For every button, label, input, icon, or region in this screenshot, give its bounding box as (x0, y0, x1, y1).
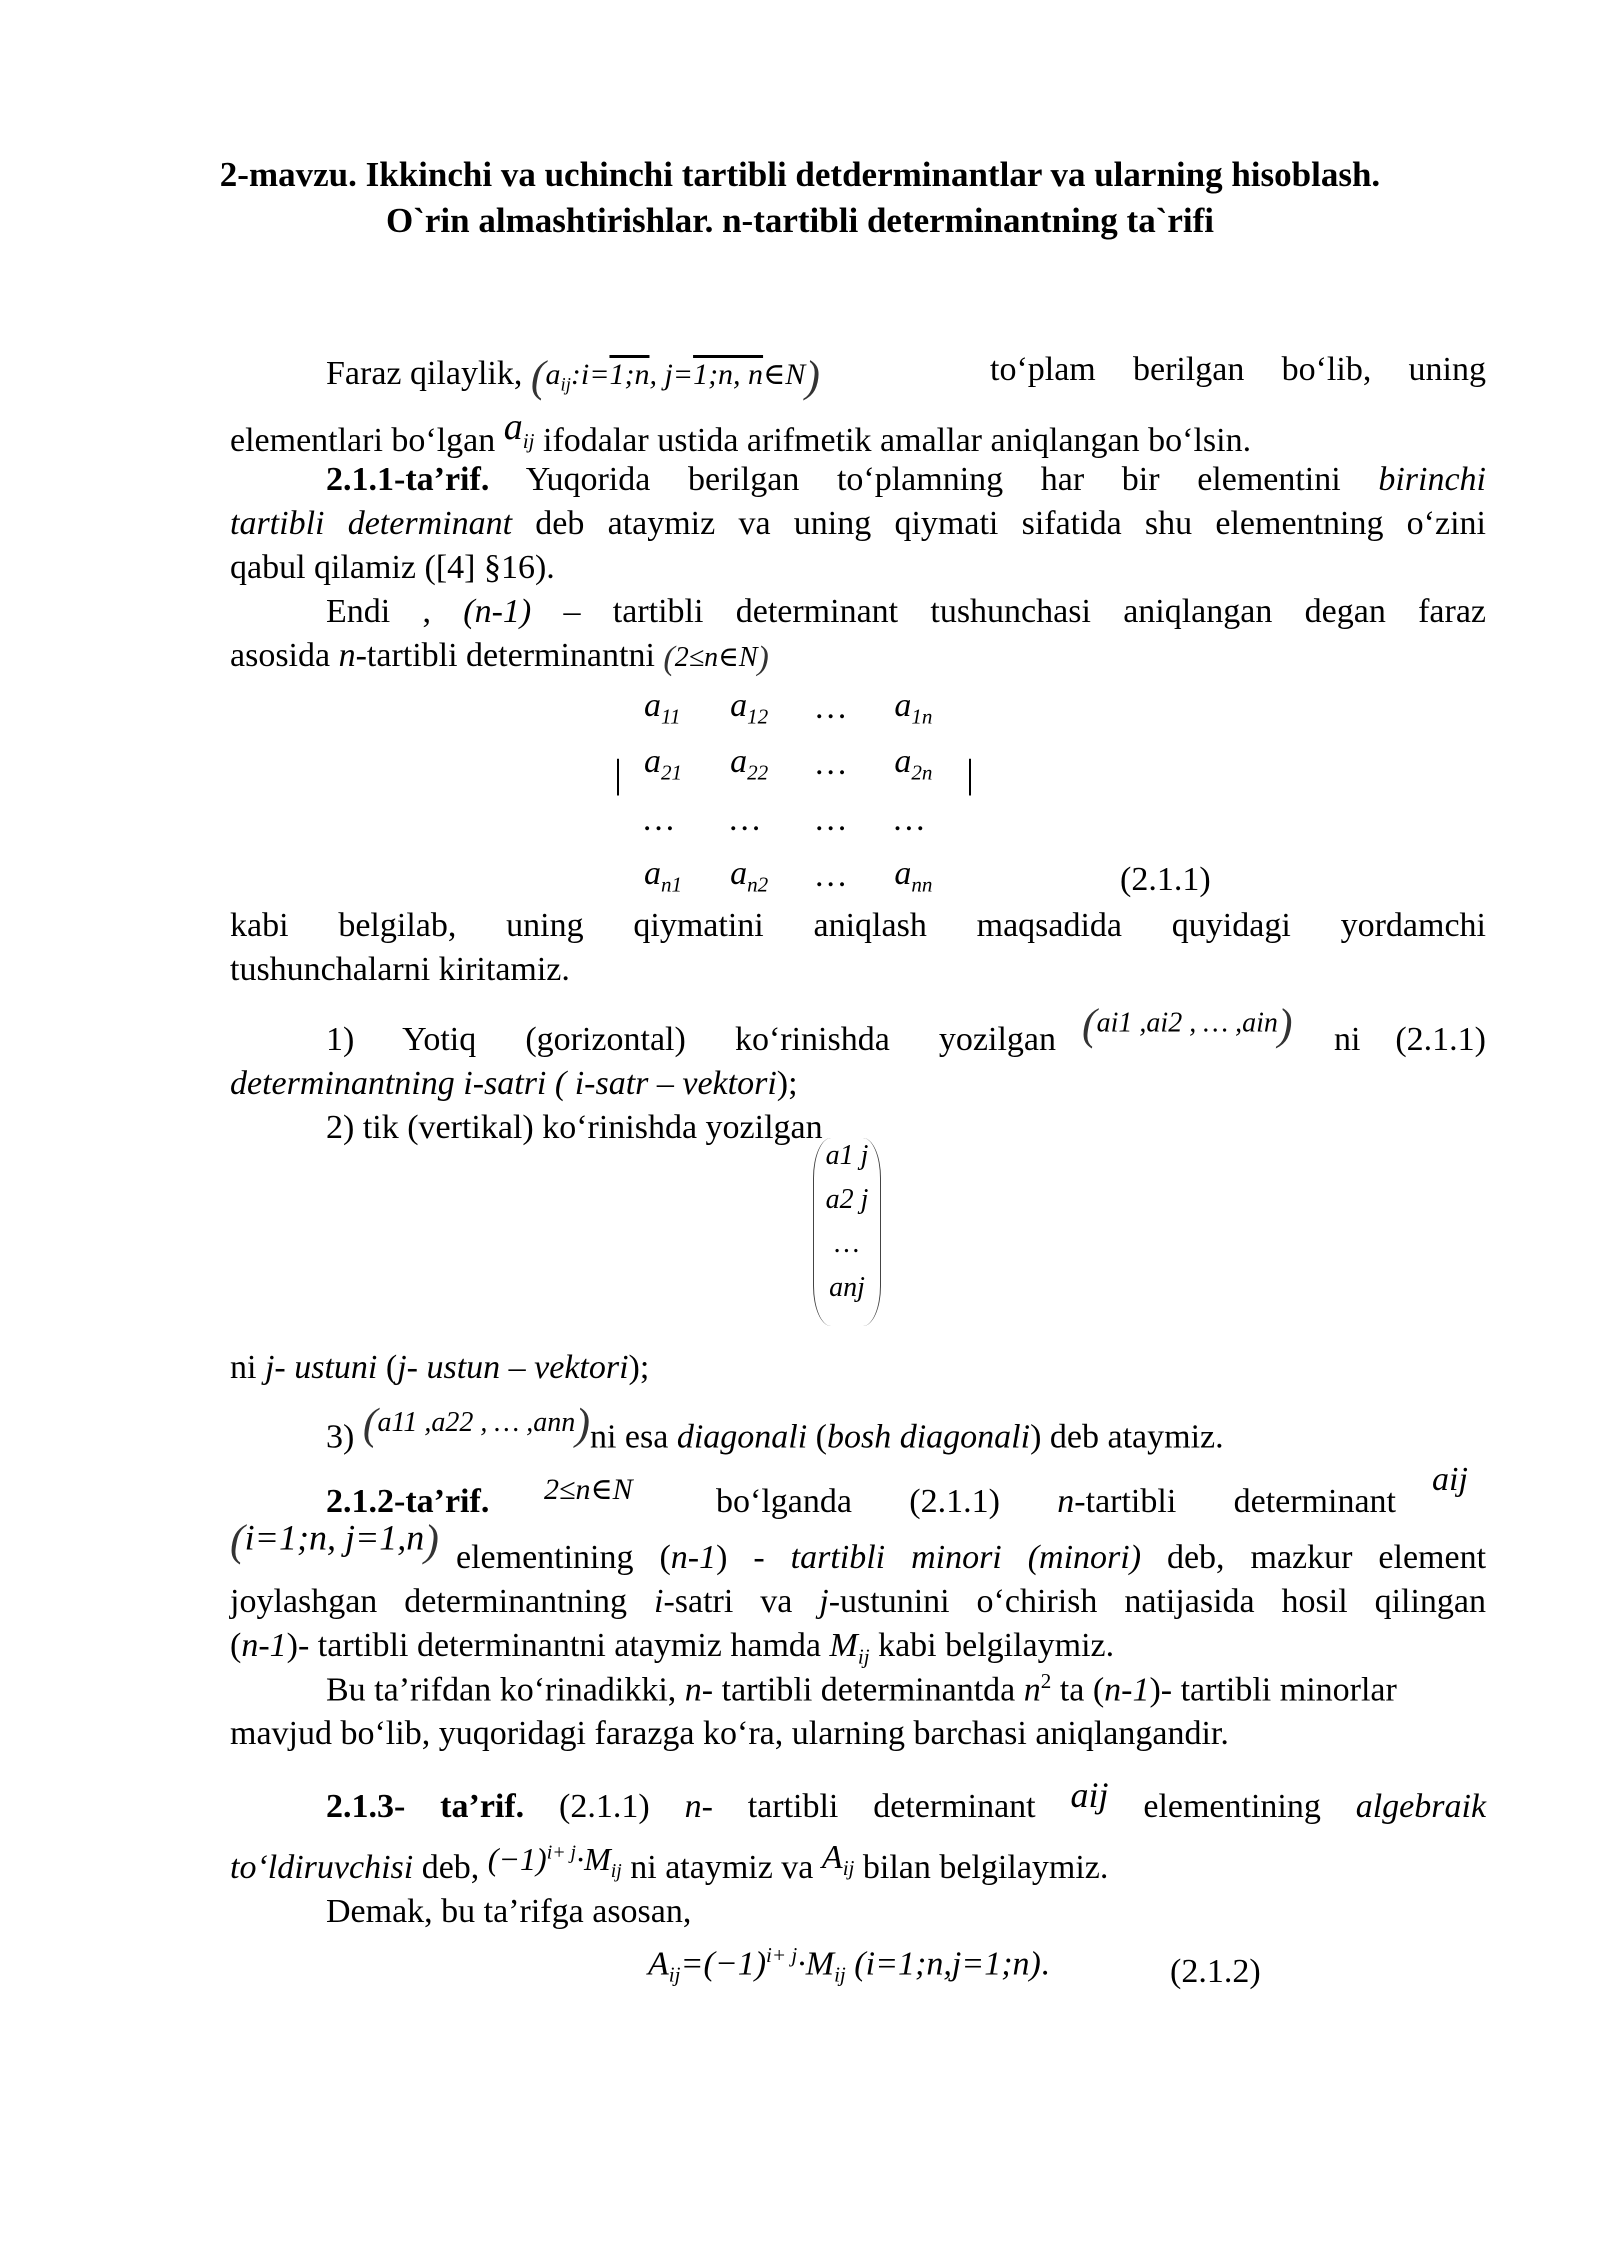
p1-intro: Faraz qilaylik, ($a_{ij}:i=1;n$, j=1;n, n∈N) (326, 352, 820, 401)
matrix-cell: $a_{1n}$ (894, 687, 933, 729)
def2-index-range: (i=1;n, j=1,n) (230, 1516, 439, 1565)
p1-line2: elementlari bo‘lgan $a_{ij}$ ifodalar ustida arifmetik amallar aniqlangan bo‘lsin. (230, 406, 1252, 459)
matrix-bar-left: | (614, 751, 623, 796)
def2-line2: elementining (n-1) - tartibli minori (minori) deb, mazkur element (456, 1539, 1487, 1576)
def3-line1: 2.1.3- ta’rif. (2.1.1) n- tartibli determinant aij elementining algebraik (326, 1775, 1487, 1825)
def2-cond: 2≤n∈N (544, 1473, 633, 1506)
p2-line1: Endi , (n-1) – tartibli determinant tushunchasi aniqlangan degan faraz (326, 593, 1487, 630)
matrix-cell: $a_{12}$ (730, 687, 769, 729)
p2-line2: asosida n-tartibli determinantni (2≤n∈N) (230, 637, 769, 678)
matrix-cell: … (816, 744, 847, 782)
p4-line2: mavjud bo‘lib, yuqoridagi farazga ko‘ra, ularning barchasi aniqlangandir. (230, 1715, 1229, 1752)
def1-line1: 2.1.1-ta’rif. Yuqorida berilgan to‘plamning har bir elementini birinchi (326, 461, 1486, 498)
matrix-row (620, 736, 956, 792)
row-vector: (ai1 ,ai2 , … ,ain) (1082, 1000, 1293, 1049)
set-definition: ($a_{ij}:i=1;n$, j=1;n, n∈N) (530, 352, 820, 401)
matrix-row (620, 848, 956, 904)
def2-aij: aij (1432, 1461, 1468, 1498)
p3-line2: tushunchalarni kiritamiz. (230, 951, 570, 988)
cofactor-formula: $A_{ij}=(-1)^{i+ j}\cdot M_{ij}$ (i=1;n,j=1;n). (648, 1943, 1050, 1987)
matrix-cell: $a_{n1}$ (644, 855, 683, 897)
matrix-cell: … (894, 800, 925, 838)
page-title (150, 152, 1450, 244)
p1-tail: to‘plam berilgan bo‘lib, uning (990, 351, 1486, 388)
matrix-row (620, 680, 956, 736)
matrix-cell: … (816, 688, 847, 726)
item1-text: 1) Yotiq (gorizontal) ko‘rinishda yozilgan (326, 1021, 1056, 1058)
item1-line2: determinantning i-satri ( i-satr – vektori); (230, 1065, 798, 1102)
def2-line4: (n-1)- tartibli determinantni ataymiz hamda $M_{ij}$ kabi belgilaymiz. (230, 1627, 1115, 1669)
matrix-bar-right: | (966, 751, 975, 796)
n-condition: (2≤n∈N) (663, 640, 769, 678)
determinant-matrix (620, 680, 956, 904)
p4-line1: Bu ta’rifdan ko‘rinadikki, n- tartibli determinantda $n^2$ ta (n-1)- tartibli minorlar (326, 1669, 1397, 1709)
p5-line1: Demak, bu ta’rifga asosan, (326, 1893, 692, 1930)
matrix-cell: $a_{2n}$ (894, 743, 933, 785)
matrix-cell: $a_{11}$ (644, 687, 681, 729)
def1-line2: tartibli determinant deb ataymiz va uning qiymati sifatida shu elementning o‘zini (230, 505, 1486, 542)
item3-line: 3) $^{(a11 ,a22 , \dots ,ann)}$ni esa diagonali (bosh diagonali) deb ataymiz. (326, 1400, 1224, 1456)
def1-line3: qabul qilamiz ([4] §16). (230, 549, 555, 586)
def2-text1: bo‘lganda (2.1.1) n-tartibli determinant (716, 1483, 1396, 1520)
equation-label-2-1-1: (2.1.1) (1120, 861, 1211, 898)
matrix-cell: … (816, 856, 847, 894)
def3-line2: to‘ldiruvchisi deb, $(-1)^{i+ j}\cdot M_{ij}$ ni ataymiz va $A_{ij}$ bilan belgilaymiz. (230, 1839, 1109, 1886)
title-line-1: 2-mavzu. Ikkinchi va uchinchi tartibli detderminantlar va ularning hisoblash. (219, 155, 1381, 194)
diagonal-vector: (a11 ,a22 , … ,ann) (362, 1400, 590, 1449)
item2-text: 2) tik (vertikal) ko‘rinishda yozilgan (326, 1109, 823, 1146)
matrix-cell: … (730, 800, 761, 838)
p3-line1: kabi belgilab, uning qiymatini aniqlash maqsadida quyidagi yordamchi (230, 907, 1486, 944)
matrix-cell: $a_{nn}$ (894, 855, 933, 897)
matrix-row (620, 792, 956, 848)
cofactor-expression: $(-1)^{i+ j}\cdot M_{ij}$ (487, 1841, 622, 1882)
title-line-2: O`rin almashtirishlar. n-tartibli determinantning ta`rifi (386, 201, 1214, 240)
matrix-cell: $a_{21}$ (644, 743, 683, 785)
matrix-cell: $a_{22}$ (730, 743, 769, 785)
matrix-cell: … (816, 800, 847, 838)
def2-label: 2.1.2-ta’rif. (326, 1483, 490, 1520)
matrix-cell: $a_{n2}$ (730, 855, 769, 897)
def2-line3: joylashgan determinantning i-satri va j-ustunini o‘chirish natijasida hosil qilingan (230, 1583, 1487, 1620)
item1-ref: ni (2.1.1) (1334, 1021, 1486, 1058)
item2-line2: ni j- ustuni (j- ustun – vektori); (230, 1349, 650, 1386)
equation-label-2-1-2: (2.1.2) (1170, 1953, 1261, 1990)
column-vector: a1 j a2 j … anj (813, 1138, 881, 1326)
matrix-cell: … (644, 800, 675, 838)
